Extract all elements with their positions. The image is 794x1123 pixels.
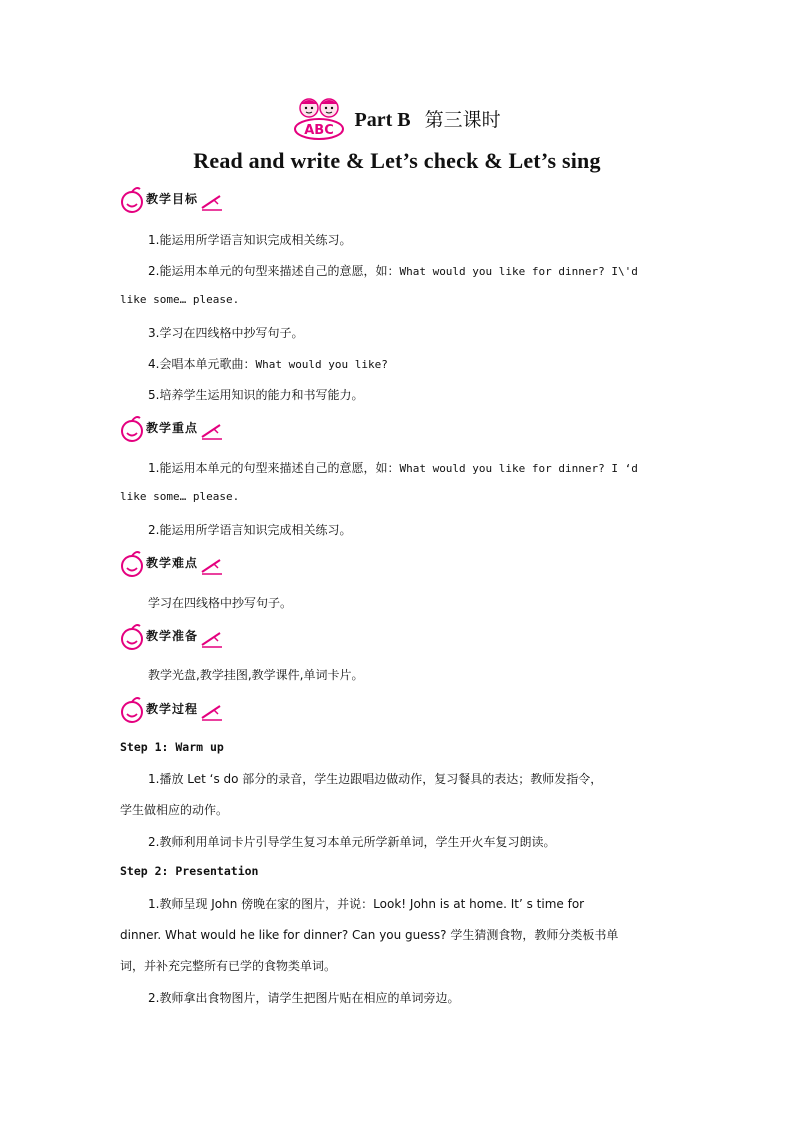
preparation-text: 教学光盘,教学挂图,教学课件,单词卡片。: [148, 668, 364, 682]
apple-icon: [118, 623, 148, 653]
lesson-subtitle: Read and write & Let’s check & Let’s sing: [193, 148, 601, 173]
lesson-number: 第三课时: [424, 108, 501, 131]
part-label: Part B: [354, 108, 411, 131]
step-1-paragraph-1: 1.播放 Let ‘s do 部分的录音，学生边跟唱边做动作，复习餐具的表达；教师发指令，: [148, 772, 603, 786]
objective-1: 1.能运用所学语言知识完成相关练习。: [148, 233, 352, 247]
abc-kids-logo: [293, 96, 345, 140]
step-1-paragraph-1-cont: 学生做相应的动作。: [120, 803, 229, 817]
step-1-paragraph-2: 2.教师利用单词卡片引导学生复习本单元所学新单词，学生开火车复习朗读。: [148, 835, 556, 849]
key-point-1-cont: like some… please.: [120, 490, 240, 503]
objective-2-cont: like some… please.: [120, 293, 240, 306]
objective-3: 3.学习在四线格中抄写句子。: [148, 326, 304, 340]
pen-icon: [200, 192, 224, 212]
objective-2: 2.能运用本单元的句型来描述自己的意愿，如：What would you like for dinner? I\'d: [148, 264, 638, 278]
pen-icon: [200, 421, 224, 441]
step-2-paragraph-1-end: 词，并补充完整所有已学的食物类单词。: [120, 959, 337, 973]
svg-text:ABC: ABC: [304, 123, 335, 138]
pen-icon: [200, 629, 224, 649]
step-1-title: Step 1: Warm up: [120, 740, 224, 754]
lesson-title: [354, 105, 500, 132]
pen-icon: [200, 702, 224, 722]
lesson-header: [0, 96, 794, 140]
key-point-1: 1.能运用本单元的句型来描述自己的意愿，如：What would you like for dinner? I ‘d: [148, 461, 638, 475]
step-2-paragraph-2: 2.教师拿出食物图片，请学生把图片贴在相应的单词旁边。: [148, 991, 460, 1005]
step-2-paragraph-1: 1.教师呈现 John 傍晚在家的图片，并说：Look! John is at home. It’ s time for: [148, 897, 585, 911]
step-2-title: Step 2: Presentation: [120, 864, 259, 878]
objective-5: 5.培养学生运用知识的能力和书写能力。: [148, 388, 364, 402]
document-page: ABC Part B 第三课时 Read and write & Let’s check & Let’s sing 教学目标 1.能运用所学语言知识完成相关练习。 2.能运用本单元的句型来描述自己的意愿，如：What would you like for dinner? I\'d like some… please. 3.学习在四线格中抄写句子。 4.会唱本单元歌曲：What would you like? 5.培养学生运用知识的能力和书写能力。 教学重点 1.能运用本单元的句型来描述自己的意愿，如：What would you like for dinner? I ‘d like some… please. 2.能运用所学语言知识完成相关练习。 教学难点 学习在四线格中抄写句子。 教学准备 教学光盘,教学挂图,教学课件,单词卡片。 教学过程 Step 1: Warm up 1.播放 Let ‘s do 部分的录音，学生边跟唱边做动作，复习餐具的表达；教师发指令， 学生做相应的动作。 2.教师利用单词卡片引导学生复习本单元所学新单词，学生开火车复习朗读。 Step 2: Presentation 1.教师呈现 John 傍晚在家的图片，并说：Look! John is at home. It’ s time for dinner. What would he like for dinner? Can you guess? 学生猜测食物，教师分类板书单 词，并补充完整所有已学的食物类单词。 2.教师拿出食物图片，请学生把图片贴在相应的单词旁边。: [0, 0, 794, 1123]
apple-icon: [118, 415, 148, 445]
apple-icon: [118, 186, 148, 216]
key-point-2: 2.能运用所学语言知识完成相关练习。: [148, 523, 352, 537]
apple-icon: [118, 696, 148, 726]
pen-icon: [200, 556, 224, 576]
difficulty-text: 学习在四线格中抄写句子。: [148, 596, 293, 610]
step-2-paragraph-1-cont: dinner. What would he like for dinner? Can you guess? 学生猜测食物，教师分类板书单: [120, 928, 619, 942]
apple-icon: [118, 550, 148, 580]
objective-4: 4.会唱本单元歌曲：What would you like?: [148, 357, 388, 371]
